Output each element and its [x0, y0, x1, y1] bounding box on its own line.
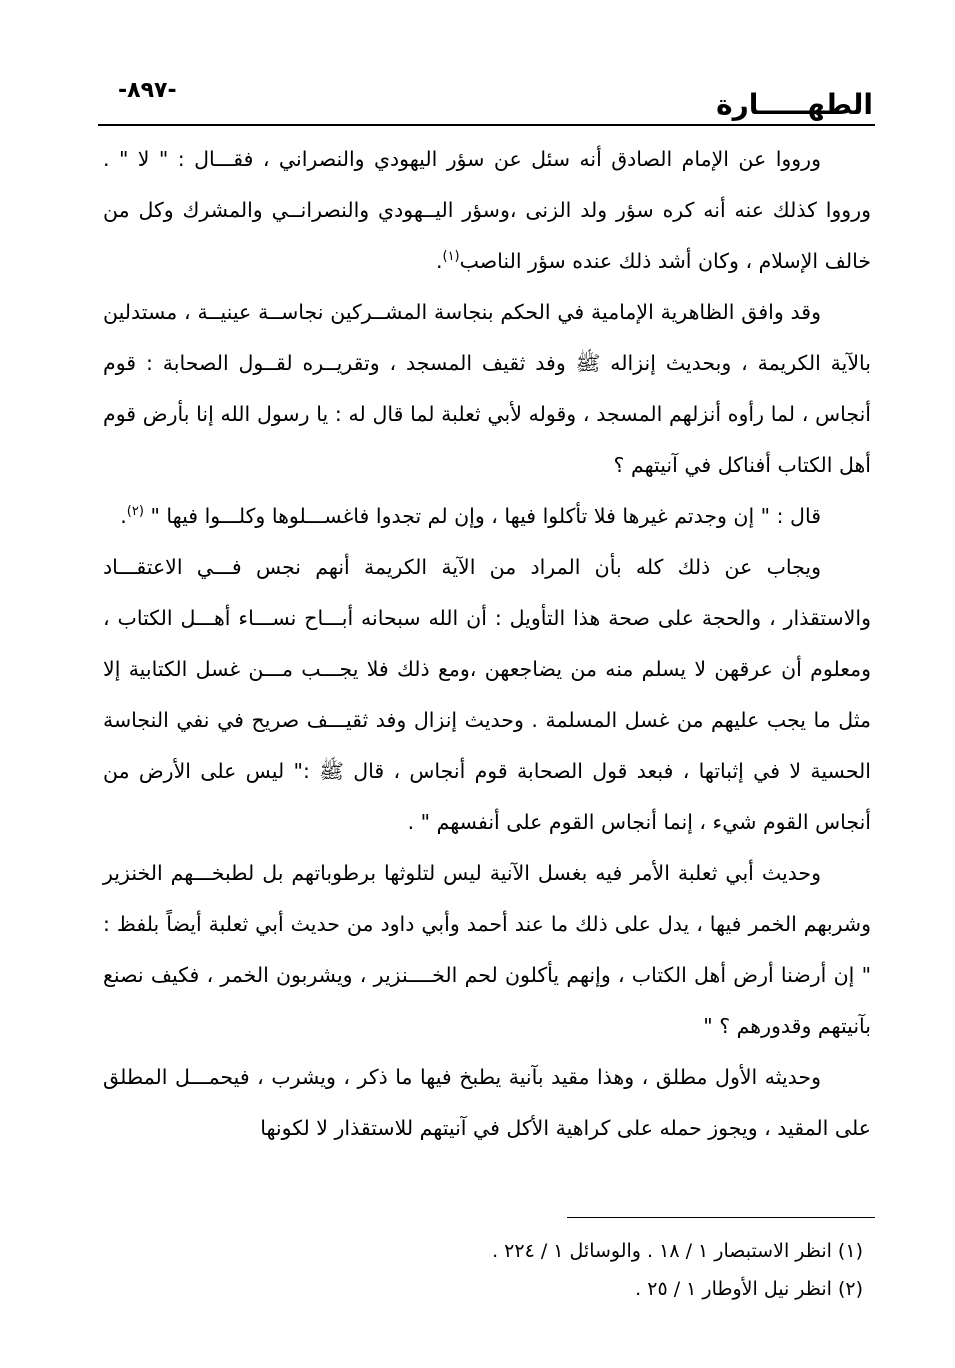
footnote-1: (١) انظر الاستبصار ١ / ١٨ . والوسائل ١ / ٢٢٤ .: [492, 1240, 863, 1262]
paragraph-4: ويجاب عن ذلك كله بأن المراد من الآية الكريمة أنهم نجس فـــي الاعتقـــاد والاستقذار ، والحجة على صحة هذا التأويل : أن الله سبحانه أبـــاح نســـاء أهـــل الكتاب ، ومعلوم أن عرقهن لا يسلم منه من يضاجعهن ،ومع ذلك فلا يجـــب مـــن غسل الكتابية إلا مثل ما يجب عليهم من غسل المسلمة . وحديث إنزال وفد ثقيـــف صريح في نفي النجاسة الحسية لا في إثباتها ، فبعد قول الصحابة قوم أنجاس ، قال ﷺ :" ليس على الأرض من أنجاس القوم شيء ، إنما أنجاس القوم على أنفسهم " .: [103, 555, 871, 834]
header-rule: [98, 124, 875, 126]
paragraph-2: وقد وافق الظاهرية الإمامية في الحكم بنجاسة المشــركين نجاســة عينيــة ، مستدلين بالآية الكريمة ، وبحديث إنزاله ﷺ وفد ثقيف المسجد ، وتقريــره لقــول الصحابة : قوم أنجاس ، لما رأوه أنزلهم المسجد ، وقوله لأبي ثعلبة لما قال له : يا رسول الله إنا بأرض قوم أهل الكتاب أفناكل في آنيتهم ؟: [103, 300, 871, 477]
footnote-ref-1: (١): [442, 249, 460, 265]
paragraph-3-end: .: [120, 504, 127, 528]
footnote-2: (٢) انظر نيل الأوطار ١ / ٢٥ .: [635, 1278, 863, 1300]
paragraph-5: وحديث أبي ثعلبة الأمر فيه بغسل الآنية ليس لتلوثها برطوباتهم بل لطبخـــهم الخنزير وشربهم الخمر فيها ، يدل على ذلك ما عند أحمد وأبي داود من حديث أبي ثعلبة أيضاً بلفظ : " إن أرضنا أرض أهل الكتاب ، وإنهم يأكلون لحم الخــــنزير ، ويشربون الخمر ، فكيف نصنع بآنيتهم وقدورهم ؟ ": [103, 861, 871, 1038]
paragraph-3-text: قال : " إن وجدتم غيرها فلا تأكلوا فيها ، وإن لم تجدوا فاغســـلوها وكلـــوا فيها ": [150, 504, 821, 528]
main-text: [103, 134, 871, 1154]
page-number: -٨٩٧-: [118, 78, 177, 103]
footnote-rule: [567, 1217, 875, 1218]
paragraph-1-text: ورووا عن الإمام الصادق أنه سئل عن سؤر اليهودي والنصراني ، فقـــال : " لا " . ورووا كذلك عنه أنه كره سؤر ولد الزنى ،وسؤر اليــهودي والنصرانــي والمشرك وكل من خالف الإسلام ، وكان أشد ذلك عنده سؤر الناصب: [103, 147, 871, 273]
footnote-ref-2: (٢): [126, 504, 144, 520]
paragraph-1: [103, 134, 871, 287]
paragraph-6: وحديثه الأول مطلق ، وهذا مقيد بآنية يطبخ فيها ما ذكر ، ويشرب ، فيحمـــل المطلق على المقيد ، ويجوز حمله على كراهية الأكل في آنيتهم للاستقذار لا لكونها: [103, 1065, 871, 1140]
paragraph-1-end: .: [435, 249, 443, 273]
footnotes: [103, 1232, 863, 1308]
paragraph-3: [103, 491, 871, 542]
running-title: الطهـــــارة: [716, 88, 873, 121]
